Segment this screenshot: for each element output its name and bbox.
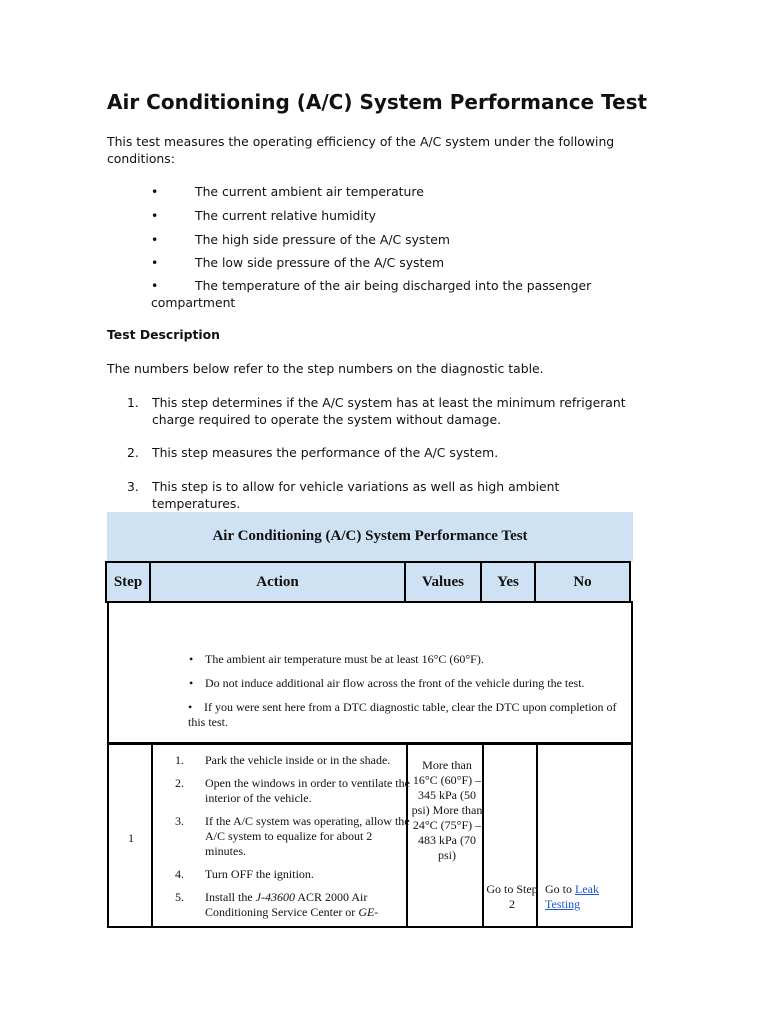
yes-cell: Go to Step 2 [486,882,538,911]
step-note-number: 3. [127,479,139,494]
action-number: 3. [175,814,184,828]
table-caption: Air Conditioning (A/C) System Performance Test [107,512,633,561]
table-note-text: Do not induce additional air flow across the front of the vehicle during the test. [205,676,585,690]
action-text: Park the vehicle inside or in the shade. [205,753,391,767]
bullet-icon: • [189,676,194,690]
diagnostic-table [107,512,633,928]
numbers-intro: The numbers below refer to the step numbers on the diagnostic table. [107,361,544,376]
condition-item [151,255,621,272]
action-item [175,753,410,768]
table-row [107,743,633,928]
header-action: Action [149,561,406,603]
action-text: If the A/C system was operating, allow the A/C system to equalize for about 2 minutes. [205,814,410,858]
action-item [175,776,410,806]
header-step: Step [105,561,151,603]
action-text [205,890,410,920]
step-note [127,479,647,512]
tool-number: GE- [358,905,379,919]
tool-number: J-43600 [255,890,295,904]
condition-item [151,232,621,249]
action-text-part: ACR 2000 Air Conditioning Service Center or [205,890,368,919]
intro-paragraph: This test measures the operating efficiency of the A/C system under the following conditions: [107,134,615,166]
step-note-text: This step determines if the A/C system has at least the minimum refrigerant charge required to operate the system without damage. [152,395,626,427]
bullet-icon: • [151,184,159,199]
bullet-icon: • [189,652,194,666]
step-note-number: 2. [127,445,139,460]
condition-text: The current relative humidity [195,208,377,223]
table-note-text: The ambient air temperature must be at least 16°C (60°F). [205,652,484,666]
bullet-icon: • [188,700,193,714]
action-text-part: Install the [205,890,256,904]
no-cell [545,882,633,912]
step-note-text: This step is to allow for vehicle variations as well as high ambient temperatures. [152,479,560,511]
condition-text: The high side pressure of the A/C system [195,232,450,247]
header-values: Values [404,561,482,603]
table-note [189,652,629,667]
action-text: Turn OFF the ignition. [205,867,314,881]
bullet-icon: • [151,208,159,223]
action-number: 5. [175,890,184,904]
table-note [189,676,629,691]
header-no: No [534,561,631,603]
page-title: Air Conditioning (A/C) System Performance Test [107,90,648,114]
condition-item [151,184,621,201]
condition-text: The low side pressure of the A/C system [195,255,445,270]
values-cell: More than 16°C (60°F) – 345 kPa (50 psi) More than 24°C (75°F) – 483 kPa (70 psi) [411,758,483,862]
table-note-text: If you were sent here from a DTC diagnostic table, clear the DTC upon completion of this test. [188,700,617,729]
table-notes-row [107,601,633,744]
leak-testing-link[interactable]: Leak Testing [545,882,599,911]
action-number: 4. [175,867,184,881]
test-description-heading: Test Description [107,327,220,342]
header-yes: Yes [480,561,536,603]
bullet-icon: • [151,255,159,270]
step-note [127,395,647,428]
action-item [175,867,410,882]
table-note [188,700,628,730]
no-cell-prefix: Go to [545,882,575,896]
action-number: 1. [175,753,184,767]
condition-text: The current ambient air temperature [195,184,424,199]
bullet-icon: • [151,232,159,247]
action-text: Open the windows in order to ventilate the interior of the vehicle. [205,776,410,805]
step-note-text: This step measures the performance of the A/C system. [152,445,499,460]
step-note [127,445,647,462]
action-number: 2. [175,776,184,790]
step-number: 1 [128,831,134,845]
condition-item [151,208,621,225]
condition-text: The temperature of the air being discharged into the passenger compartment [151,278,592,310]
step-note-number: 1. [127,395,139,410]
condition-item [151,278,621,311]
action-item [175,814,410,859]
action-item [175,890,410,920]
bullet-icon: • [151,278,159,293]
